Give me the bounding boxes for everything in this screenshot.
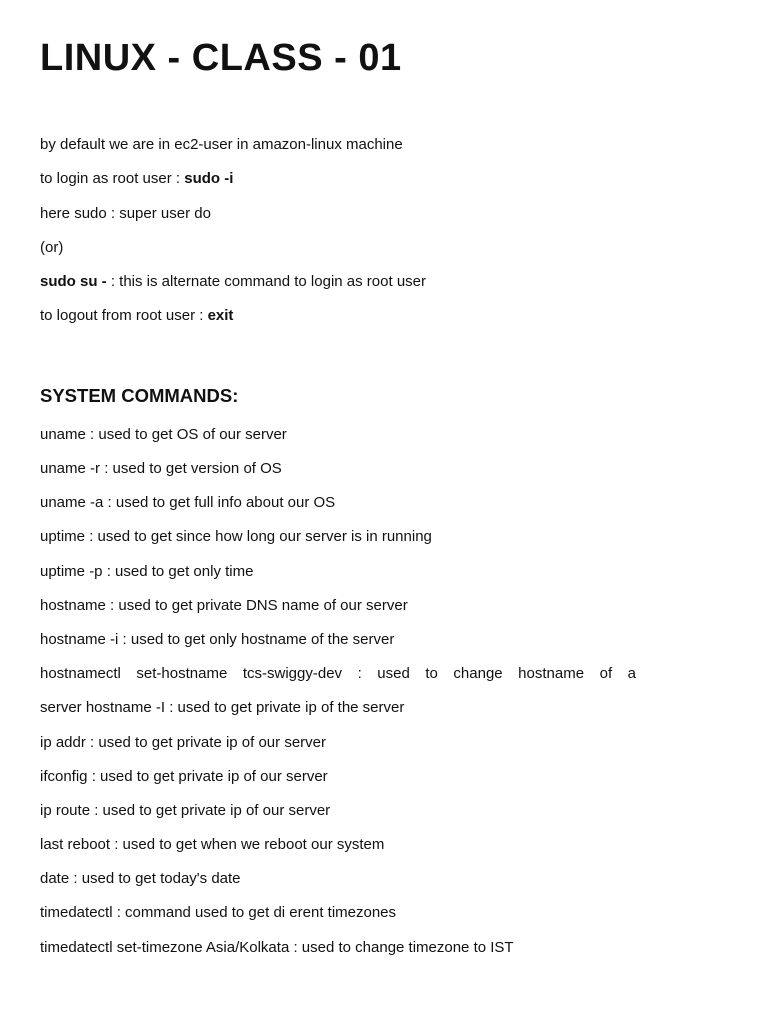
intro-line-sudo-su (40, 272, 426, 292)
intro-line-sudo-su-text: : this is alternate command to login as root user (106, 273, 426, 290)
system-command-item: timedatectl set-timezone Asia/Kolkata : used to change timezone to IST (40, 939, 514, 956)
system-command-item: timedatectl : command used to get di erent timezones (40, 904, 397, 921)
system-command-item: uname : used to get OS of our server (40, 426, 287, 443)
system-command-item: date : used to get today's date (40, 870, 241, 887)
section-heading-system-commands: SYSTEM COMMANDS: (40, 385, 239, 406)
system-command-item: uptime : used to get since how long our server is in running (40, 528, 432, 545)
document-title: LINUX - CLASS - 01 (40, 37, 402, 79)
system-command-item: uptime -p : used to get only time (40, 563, 254, 580)
intro-line-logout-text: to logout from root user : (40, 307, 208, 324)
intro-line-default-user: by default we are in ec2-user in amazon-linux machine (40, 136, 403, 153)
intro-line-sudo-meaning: here sudo : super user do (40, 205, 211, 222)
command-exit: exit (207, 307, 234, 324)
system-command-item: last reboot : used to get when we reboot our system (40, 836, 385, 853)
system-command-item: ifconfig : used to get private ip of our server (40, 768, 328, 785)
system-command-item: ip route : used to get private ip of our server (40, 802, 331, 819)
system-command-item: hostnamectl set-hostname tcs-swiggy-dev : used to change hostname of a (40, 665, 636, 682)
intro-line-logout (40, 306, 233, 326)
system-command-item: uname -r : used to get version of OS (40, 460, 282, 477)
system-command-item: ip addr : used to get private ip of our server (40, 734, 326, 751)
system-command-item: hostname -i : used to get only hostname of the server (40, 631, 395, 648)
command-sudo-i: sudo -i (184, 170, 234, 187)
intro-line-or: (or) (40, 239, 64, 256)
intro-line-login-root (40, 169, 233, 189)
system-command-item: uname -a : used to get full info about our OS (40, 494, 336, 511)
command-sudo-su: sudo su - (40, 273, 107, 290)
system-command-item: hostname : used to get private DNS name of our server (40, 597, 408, 614)
system-command-item: server hostname -I : used to get private ip of the server (40, 699, 405, 716)
intro-line-login-root-text: to login as root user : (40, 170, 185, 187)
